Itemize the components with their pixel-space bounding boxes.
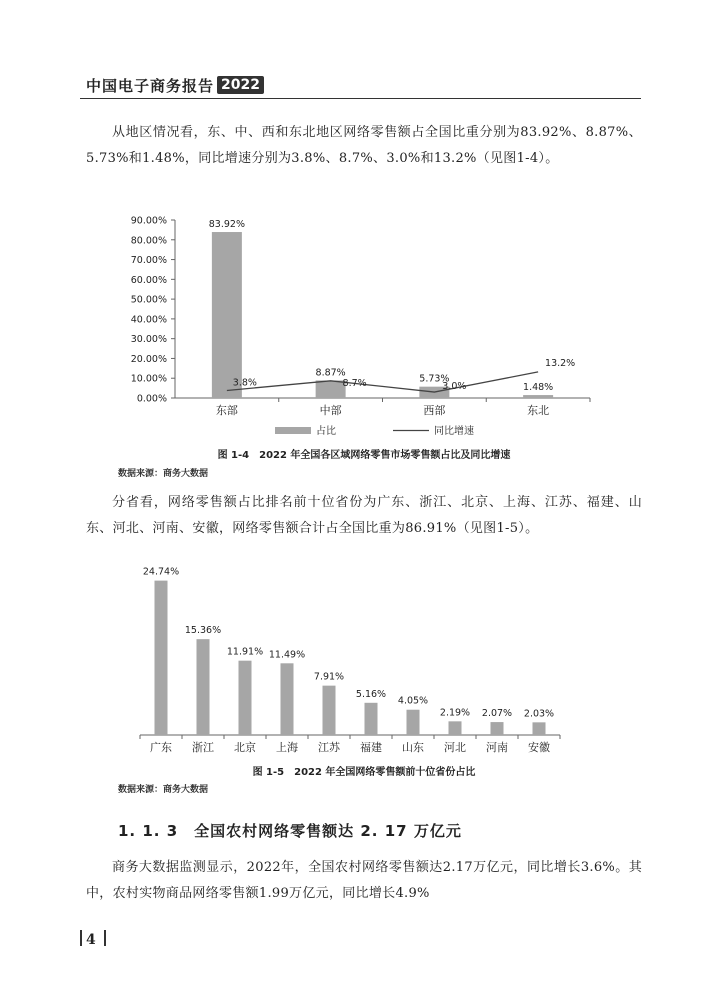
y-tick-label: 10.00% [130,373,167,385]
figure-1-5-caption: 图 1-5 2022 年全国网络零售额前十位省份占比 [252,767,476,778]
y-tick-label: 50.00% [130,294,167,306]
header-title: 中国电子商务报告 [86,76,215,95]
bar-province [239,661,252,735]
legend-line-label: 同比增速 [434,426,474,437]
bar-province [449,721,462,735]
bar-label: 4.05% [397,695,429,707]
x-tick-label: 山东 [402,741,424,754]
page-number: 4 [86,932,96,948]
y-tick-label: 30.00% [130,334,167,346]
bar-province [155,581,168,735]
x-tick-label: 福建 [360,741,382,754]
bar-label: 24.74% [142,566,180,578]
bar-label: 7.91% [313,671,345,683]
x-tick-label: 河南 [486,741,508,754]
bar-province [533,722,546,735]
chart-regional-share [100,205,620,445]
page-number-bar-right [104,930,106,946]
bar-share [212,232,242,398]
page-number-bar-left [80,930,82,946]
bar-label: 83.92% [208,219,245,231]
growth-label: 13.2% [545,357,576,369]
legend-bar-label: 占比 [316,426,336,437]
bar-label: 11.49% [268,649,306,661]
header-year: 2022 [217,76,264,94]
header-rule [80,98,641,99]
figure-1-4-source: 数据来源：商务大数据 [118,469,209,479]
x-tick-label: 西部 [423,404,446,417]
section-heading: 1. 1. 3 全国农村网络零售额达 2. 17 万亿元 [118,822,462,840]
y-tick-label: 60.00% [130,274,167,286]
bar-label: 2.03% [523,708,555,720]
paragraph-regional: 从地区情况看，东、中、西和东北地区网络零售额占全国比重分别为83.92%、8.87%、5.73%和1.48%，同比增速分别为3.8%、8.7%、3.0%和13.2%（见图1-4）。 [86,125,642,166]
x-tick-label: 东北 [527,404,550,417]
x-tick-label: 上海 [276,741,298,754]
x-tick-label: 中部 [319,404,342,417]
growth-label: 3.8% [232,377,257,389]
legend-bar-swatch [275,427,311,434]
chart-province-share [120,555,580,760]
bar-label: 2.19% [439,707,471,719]
x-tick-label: 浙江 [192,741,214,754]
figure-1-4-caption: 图 1-4 2022 年全国各区域网络零售市场零售额占比及同比增速 [217,450,511,461]
bar-share [316,380,346,398]
bar-province [491,722,504,735]
paragraph-provinces: 分省看，网络零售额占比排名前十位省份为广东、浙江、北京、上海、江苏、福建、山东、河北、河南、安徽，网络零售额合计占全国比重为86.91%（见图1-5）。 [86,495,642,536]
y-tick-label: 90.00% [130,215,167,227]
bar-label: 5.73% [419,373,450,385]
bar-label: 11.91% [226,646,264,658]
y-tick-label: 80.00% [130,235,167,247]
bar-province [407,710,420,735]
x-tick-label: 东部 [215,404,238,417]
growth-label: 8.7% [342,377,367,389]
bar-province [197,639,210,735]
growth-line [227,372,538,392]
bar-label: 15.36% [184,625,222,637]
y-tick-label: 20.00% [130,353,167,365]
bar-label: 5.16% [355,688,387,700]
y-tick-label: 70.00% [130,255,167,267]
bar-label: 8.87% [315,367,346,379]
x-tick-label: 河北 [444,741,466,754]
x-tick-label: 江苏 [318,741,340,754]
x-tick-label: 广东 [150,741,172,754]
running-header [86,74,264,96]
bar-label: 1.48% [523,382,554,394]
x-tick-label: 安徽 [528,741,550,754]
growth-label: 3.0% [442,381,467,393]
bar-label: 2.07% [481,708,513,720]
figure-1-5-source: 数据来源：商务大数据 [118,785,209,795]
y-tick-label: 40.00% [130,314,167,326]
bar-province [365,703,378,735]
bar-share [523,395,553,398]
x-tick-label: 北京 [234,741,256,754]
bar-province [323,686,336,735]
y-tick-label: 0.00% [136,393,167,405]
paragraph-rural: 商务大数据监测显示，2022年，全国农村网络零售额达2.17万亿元，同比增长3.6%。其中，农村实物商品网络零售额1.99万亿元，同比增长4.9% [86,860,642,901]
bar-province [281,663,294,735]
